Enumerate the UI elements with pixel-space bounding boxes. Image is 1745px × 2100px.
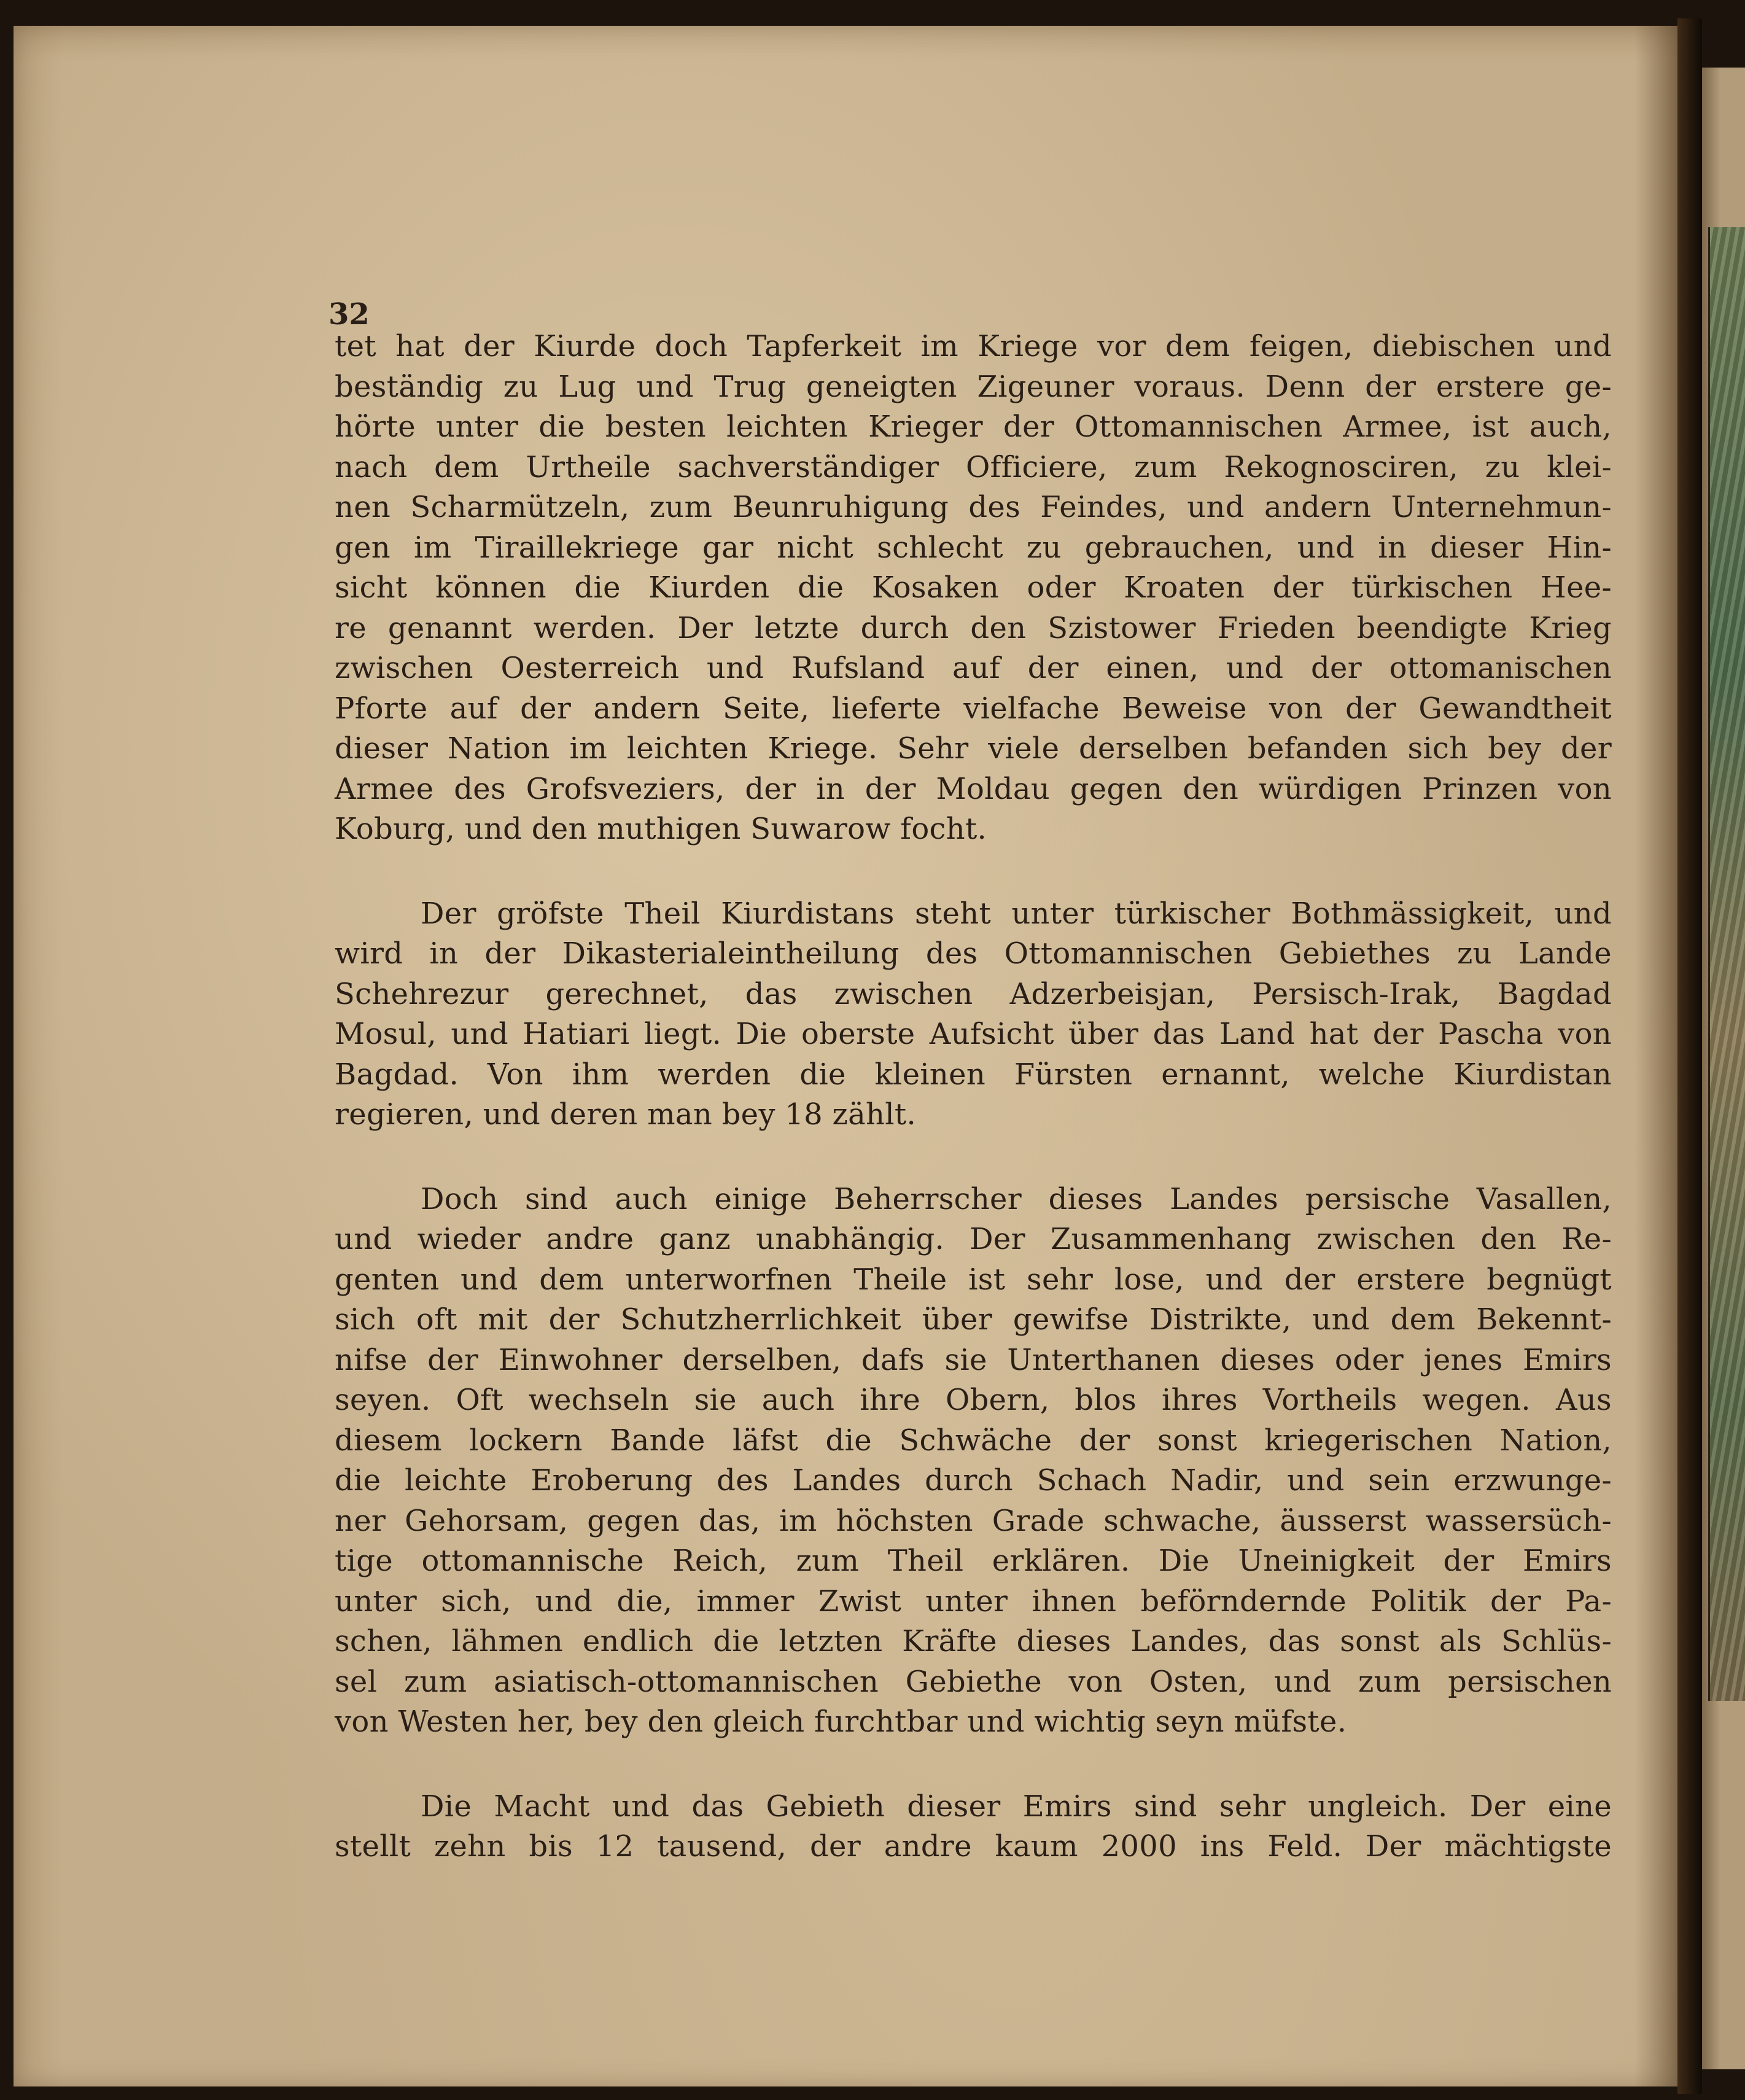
text-line: sich oft mit der Schutzherrlichkeit über gewifse Distrikte, und dem Bekennt- bbox=[335, 1302, 1612, 1337]
text-line: die leichte Eroberung des Landes durch Schach Nadir, und sein erzwunge- bbox=[335, 1463, 1612, 1498]
text-line: Doch sind auch einige Beherrscher dieses Landes persische Vasallen, bbox=[421, 1181, 1612, 1216]
text-line: sicht können die Kiurden die Kosaken oder Kroaten der türkischen Hee- bbox=[335, 570, 1612, 605]
book-gutter bbox=[1677, 18, 1702, 2094]
page-number: 32 bbox=[328, 297, 370, 332]
text-line: stellt zehn bis 12 tausend, der andre kaum 2000 ins Feld. Der mächtigste bbox=[335, 1829, 1612, 1864]
text-line: Armee des Grofsveziers, der in der Moldau gegen den würdigen Prinzen von bbox=[335, 771, 1612, 806]
facing-plate-illustration bbox=[1708, 227, 1745, 1701]
text-line: ner Gehorsam, gegen das, im höchsten Grade schwache, äusserst wassersüch- bbox=[335, 1503, 1612, 1538]
paragraph bbox=[335, 1787, 1612, 1867]
text-line: genten und dem unterworfnen Theile ist sehr lose, und der erstere begnügt bbox=[335, 1262, 1612, 1297]
text-line: Bagdad. Von ihm werden die kleinen Fürsten ernannt, welche Kiurdistan bbox=[335, 1057, 1612, 1092]
text-line: wird in der Dikasterialeintheilung des Ottomannischen Gebiethes zu Lande bbox=[335, 936, 1612, 971]
text-line: diesem lockern Bande läfst die Schwäche der sonst kriegerischen Nation, bbox=[335, 1423, 1612, 1458]
text-line: Mosul, und Hatiari liegt. Die oberste Aufsicht über das Land hat der Pascha von bbox=[335, 1017, 1612, 1051]
text-line: tet hat der Kiurde doch Tapferkeit im Kriege vor dem feigen, diebischen und bbox=[335, 329, 1612, 364]
text-line: tige ottomannische Reich, zum Theil erklären. Die Uneinigkeit der Emirs bbox=[335, 1544, 1612, 1578]
text-line: hörte unter die besten leichten Krieger der Ottomannischen Armee, ist auch, bbox=[335, 410, 1612, 444]
text-line: regieren, und deren man bey 18 zählt. bbox=[335, 1097, 917, 1132]
text-line: nifse der Einwohner derselben, dafs sie Unterthanen dieses oder jenes Emirs bbox=[335, 1342, 1612, 1377]
text-line: Schehrezur gerechnet, das zwischen Adzerbeisjan, Persisch-Irak, Bagdad bbox=[335, 976, 1612, 1011]
text-line: Pforte auf der andern Seite, lieferte vielfache Beweise von der Gewandtheit bbox=[335, 691, 1612, 726]
text-line: gen im Tiraillekriege gar nicht schlecht zu gebrauchen, und in dieser Hin- bbox=[335, 530, 1612, 565]
text-line: re genannt werden. Der letzte durch den Szistower Frieden beendigte Krieg bbox=[335, 610, 1612, 645]
text-line: unter sich, und die, immer Zwist unter ihnen beförndernde Politik der Pa- bbox=[335, 1584, 1612, 1619]
paragraph bbox=[335, 327, 1612, 850]
text-line: nen Scharmützeln, zum Beunruhigung des Feindes, und andern Unternehmun- bbox=[335, 490, 1612, 524]
text-line: nach dem Urtheile sachverständiger Officiere, zum Rekognosciren, zu klei- bbox=[335, 449, 1612, 484]
text-line: Die Macht und das Gebieth dieser Emirs sind sehr ungleich. Der eine bbox=[421, 1789, 1612, 1824]
text-line: seyen. Oft wechseln sie auch ihre Obern, blos ihres Vortheils wegen. Aus bbox=[335, 1383, 1612, 1417]
text-line: von Westen her, bey den gleich furchtbar und wichtig seyn müfste. bbox=[335, 1705, 1347, 1739]
body-text bbox=[335, 327, 1612, 1867]
text-line: und wieder andre ganz unabhängig. Der Zusammenhang zwischen den Re- bbox=[335, 1222, 1612, 1256]
text-line: beständig zu Lug und Trug geneigten Zigeuner voraus. Denn der erstere ge- bbox=[335, 369, 1612, 404]
text-line: Koburg, und den muthigen Suwarow focht. bbox=[335, 812, 987, 846]
text-line: zwischen Oesterreich und Rufsland auf der einen, und der ottomanischen bbox=[335, 651, 1612, 685]
paragraph bbox=[335, 894, 1612, 1135]
text-line: schen, lähmen endlich die letzten Kräfte dieses Landes, das sonst als Schlüs- bbox=[335, 1624, 1612, 1659]
paragraph bbox=[335, 1180, 1612, 1743]
text-line: Der gröfste Theil Kiurdistans steht unter türkischer Bothmässigkeit, und bbox=[421, 896, 1612, 931]
text-line: dieser Nation im leichten Kriege. Sehr viele derselben befanden sich bey der bbox=[335, 731, 1612, 766]
text-line: sel zum asiatisch-ottomannischen Gebiethe von Osten, und zum persischen bbox=[335, 1664, 1612, 1699]
